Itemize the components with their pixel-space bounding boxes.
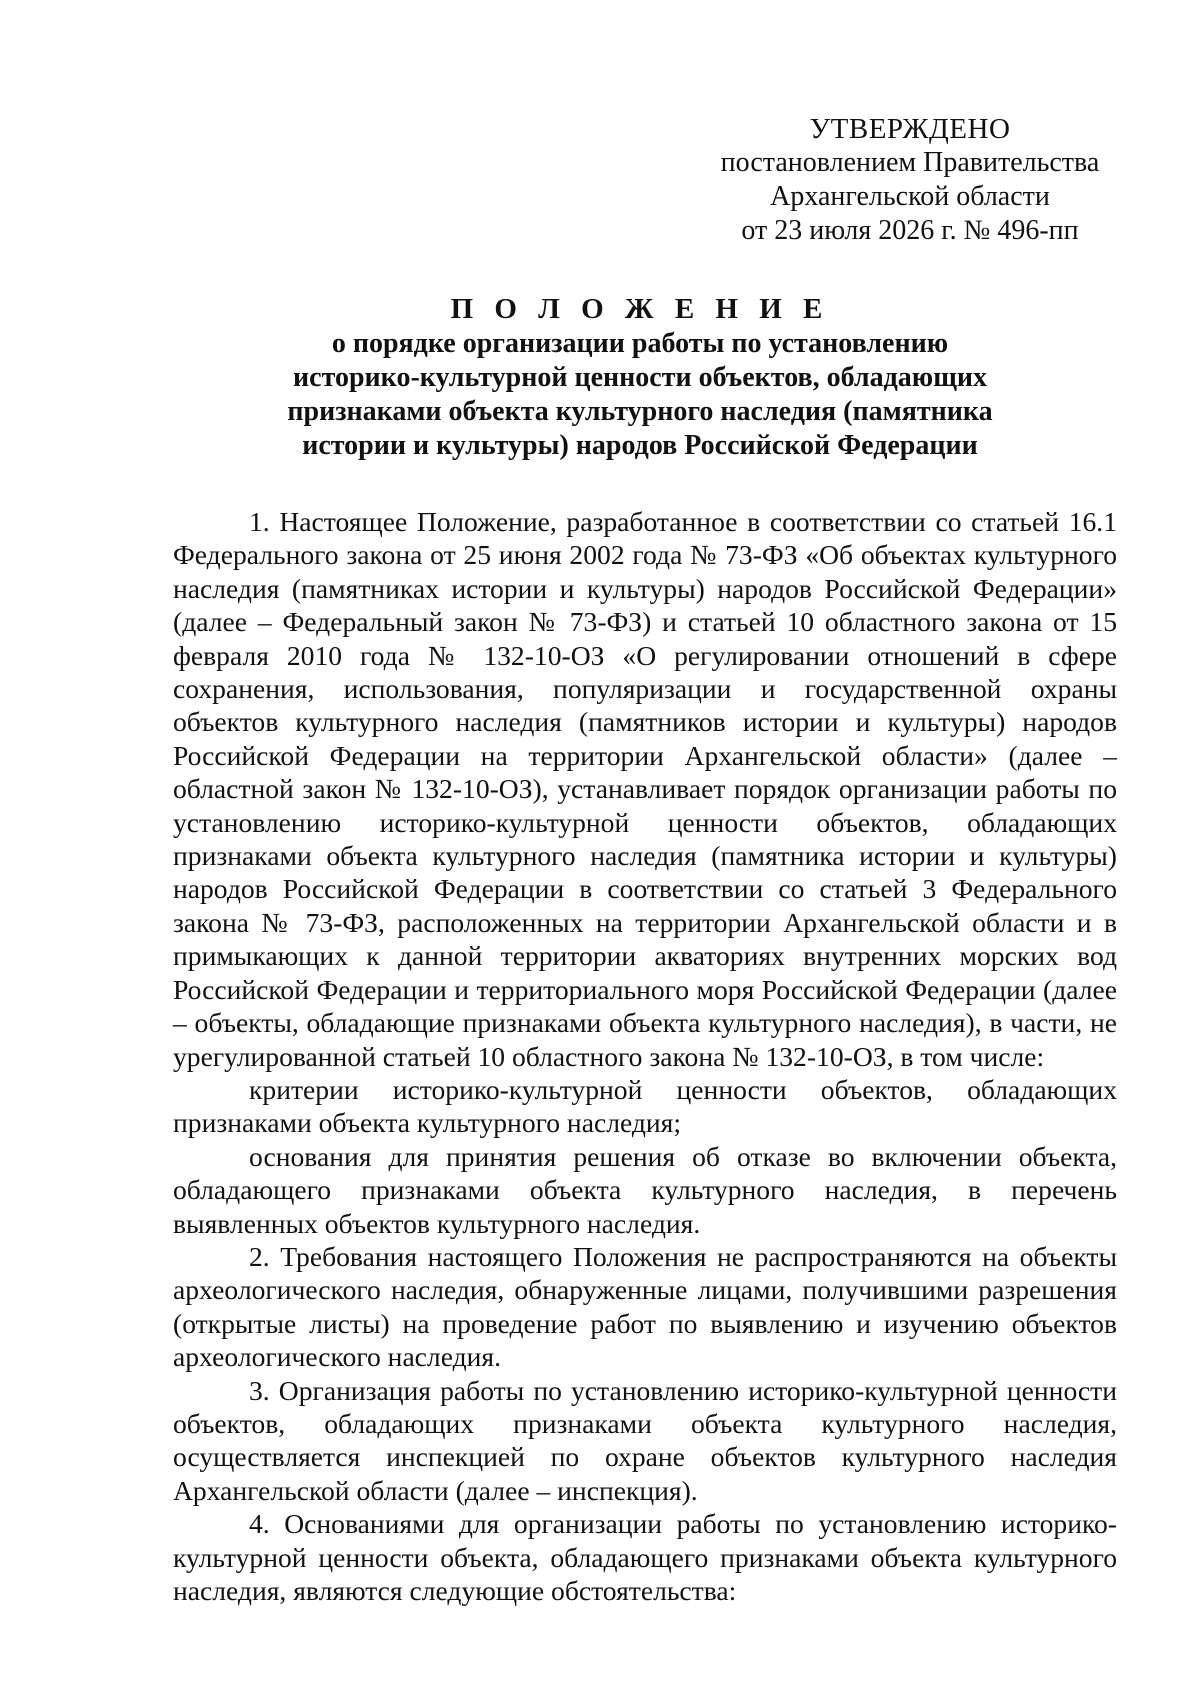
document-body [173, 505, 1117, 1607]
document-subtitle-line: истории и культуры) народов Российской Федерации [302, 430, 978, 461]
paragraph-2: 2. Требования настоящего Положения не распространяются на объекты археологического наследия, обнаруженные лицами, получившими разрешения (открытые листы) на проведение работ по выявлению и изучению объектов археологического наследия. [173, 1240, 1117, 1373]
document-subtitle-line: признаками объекта культурного наследия (памятника [287, 396, 993, 427]
paragraph-refusal-grounds: основания для принятия решения об отказе во включении объекта, обладающего признаками объекта культурного наследия, в перечень выявленных объектов культурного наследия. [173, 1140, 1117, 1239]
approval-authority: постановлением Правительства [720, 147, 1100, 178]
document-subtitle-line: историко-культурной ценности объектов, обладающих [293, 362, 987, 393]
document-subtitle-line: о порядке организации работы по установлению [331, 328, 949, 359]
approval-stamp [700, 112, 1120, 248]
paragraph-3: 3. Организация работы по установлению историко-культурной ценности объектов, обладающих признаками объекта культурного наследия, осуществляется инспекцией по охране объектов культурного наследия Архангельской области (далее – инспекция). [173, 1374, 1117, 1506]
paragraph-criteria: критерии историко-культурной ценности объектов, обладающих признаками объекта культурного наследия; [173, 1073, 1117, 1139]
document-heading [140, 292, 1140, 463]
paragraph-4: 4. Основаниями для организации работы по установлению историко-культурной ценности объекта, обладающего признаками объекта культурного наследия, являются следующие обстоятельства: [173, 1508, 1117, 1606]
approval-title: УТВЕРЖДЕНО [809, 113, 1011, 145]
paragraph-1: 1. Настоящее Положение, разработанное в соответствии со статьей 16.1 Федерального закона от 25 июня 2002 года № 73-ФЗ «Об объектах культурного наследия (памятниках истории и культуры) народов Российской Федерации» (далее – Федеральный закон № 73-ФЗ) и статьей 10 областного закона от 15 февраля 2010 года № 132-10-ОЗ «О регулировании отношений в сфере сохранения, использования, популяризации и государственной охраны объектов культурного наследия (памятников истории и культуры) народов Российской Федерации на территории Архангельской области» (далее – областной закон № 132-10-ОЗ), устанавливает порядок организации работы по установлению историко-культурной ценности объектов, обладающих признаками объекта культурного наследия (памятника истории и культуры) народов Российской Федерации в соответствии со статьей 3 Федерального закона № 73-ФЗ, расположенных на территории Архангельской области и в примыкающих к данной территории акваториях внутренних морских вод Российской Федерации и территориального моря Российской Федерации (далее – объекты, обладающие признаками объекта культурного наследия), в части, не урегулированной статьей 10 областного закона № 132-10-ОЗ, в том числе: [173, 506, 1117, 1072]
approval-date-number: от 23 июля 2026 г. № 496-пп [741, 215, 1079, 246]
approval-region: Архангельской области [770, 181, 1050, 212]
document-title: П О Л О Ж Е Н И Е [450, 293, 830, 325]
